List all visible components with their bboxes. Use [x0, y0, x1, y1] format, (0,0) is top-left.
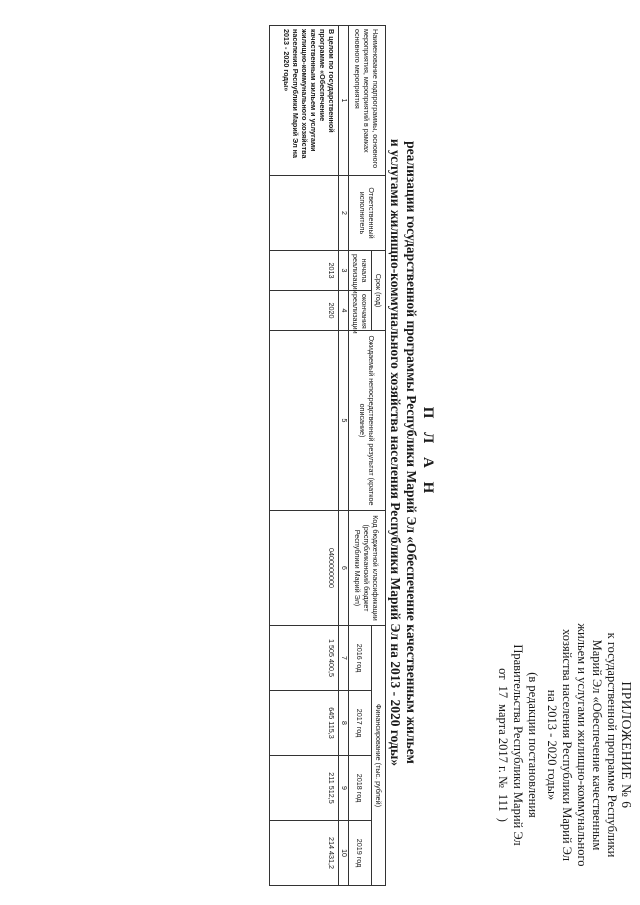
- appendix-line: к государственной программе Республики: [605, 632, 619, 858]
- column-number: 7: [339, 626, 349, 691]
- plan-title: [387, 0, 436, 905]
- column-number: 9: [339, 756, 349, 821]
- column-number: 3: [339, 251, 349, 291]
- row-value-2016: 1 505 400,5: [270, 626, 339, 691]
- appendix-heading: ПРИЛОЖЕНИЕ № 6: [619, 681, 634, 809]
- column-number: 10: [339, 821, 349, 886]
- header-financing: Финансирование (тыс. рублей): [372, 626, 386, 886]
- header-term-end: окончания реализации: [349, 291, 372, 331]
- row-value-2018: 211 512,5: [270, 756, 339, 821]
- header-executor: Ответственный исполнитель: [349, 176, 386, 251]
- appendix-block: [495, 600, 634, 890]
- row-name: В целом по государственной программе «Обеспечение качественным жильем и услугами жилищно-коммунального хозяйства населения Республики Марий Эл на 2013 - 2020 годы»: [270, 26, 339, 176]
- date-from: от: [496, 668, 510, 680]
- amendment-date: [495, 600, 510, 890]
- row-end-year: 2020: [270, 291, 339, 331]
- header-result: Ожидаемый непосредственный результат (краткое описание): [349, 331, 386, 511]
- date-month-year: марта 2017 г. №: [496, 704, 510, 788]
- appendix-line: на 2013 - 2020 годы»: [545, 689, 559, 801]
- row-value-2019: 214 431,2: [270, 821, 339, 886]
- column-number: 6: [339, 511, 349, 626]
- column-number-row: [339, 26, 349, 886]
- column-number: 4: [339, 291, 349, 331]
- row-executor: [270, 176, 339, 251]
- date-day: 17: [496, 685, 510, 699]
- header-year: 2019 год: [349, 821, 372, 886]
- row-result: [270, 331, 339, 511]
- column-number: 1: [339, 26, 349, 176]
- table-row: [270, 26, 339, 886]
- header-name: Наименование подпрограммы, основного мероприятия, мероприятий в рамках основного мероприятия: [349, 26, 386, 176]
- column-number: 8: [339, 691, 349, 756]
- plan-word: П Л А Н: [420, 406, 436, 499]
- plan-table: [269, 25, 386, 886]
- appendix-line: жильем и услугами жилищно-коммунального: [575, 623, 589, 867]
- row-start-year: 2013: [270, 251, 339, 291]
- header-year: 2017 год: [349, 691, 372, 756]
- amendment-line: Правительства Республики Марий Эл: [511, 644, 525, 846]
- amendment-line: (в редакции постановления: [526, 672, 540, 818]
- header-term-start: начала реализации: [349, 251, 372, 291]
- header-code: Код бюджетной классификации (республиканский бюджет Республики Марий Эл): [349, 511, 386, 626]
- header-year: 2018 год: [349, 756, 372, 821]
- column-number: 2: [339, 176, 349, 251]
- date-close: ): [496, 817, 510, 822]
- plan-title-line: и услугами жилищно-коммунального хозяйства населения Республики Марий Эл на 2013 - 2020 годы»: [388, 138, 403, 767]
- date-number: 111: [496, 793, 510, 812]
- appendix-line: хозяйства населения Республики Марий Эл: [560, 629, 574, 861]
- row-budget-code: 0400000000: [270, 511, 339, 626]
- plan-title-line: реализации государственной программы Республики Марий Эл «Обеспечение качественным жильем: [404, 141, 419, 764]
- header-term: Срок (год): [372, 251, 386, 331]
- column-number: 5: [339, 331, 349, 511]
- header-year: 2016 год: [349, 626, 372, 691]
- row-value-2017: 645 115,3: [270, 691, 339, 756]
- appendix-line: Марий Эл «Обеспечение качественным: [590, 639, 604, 851]
